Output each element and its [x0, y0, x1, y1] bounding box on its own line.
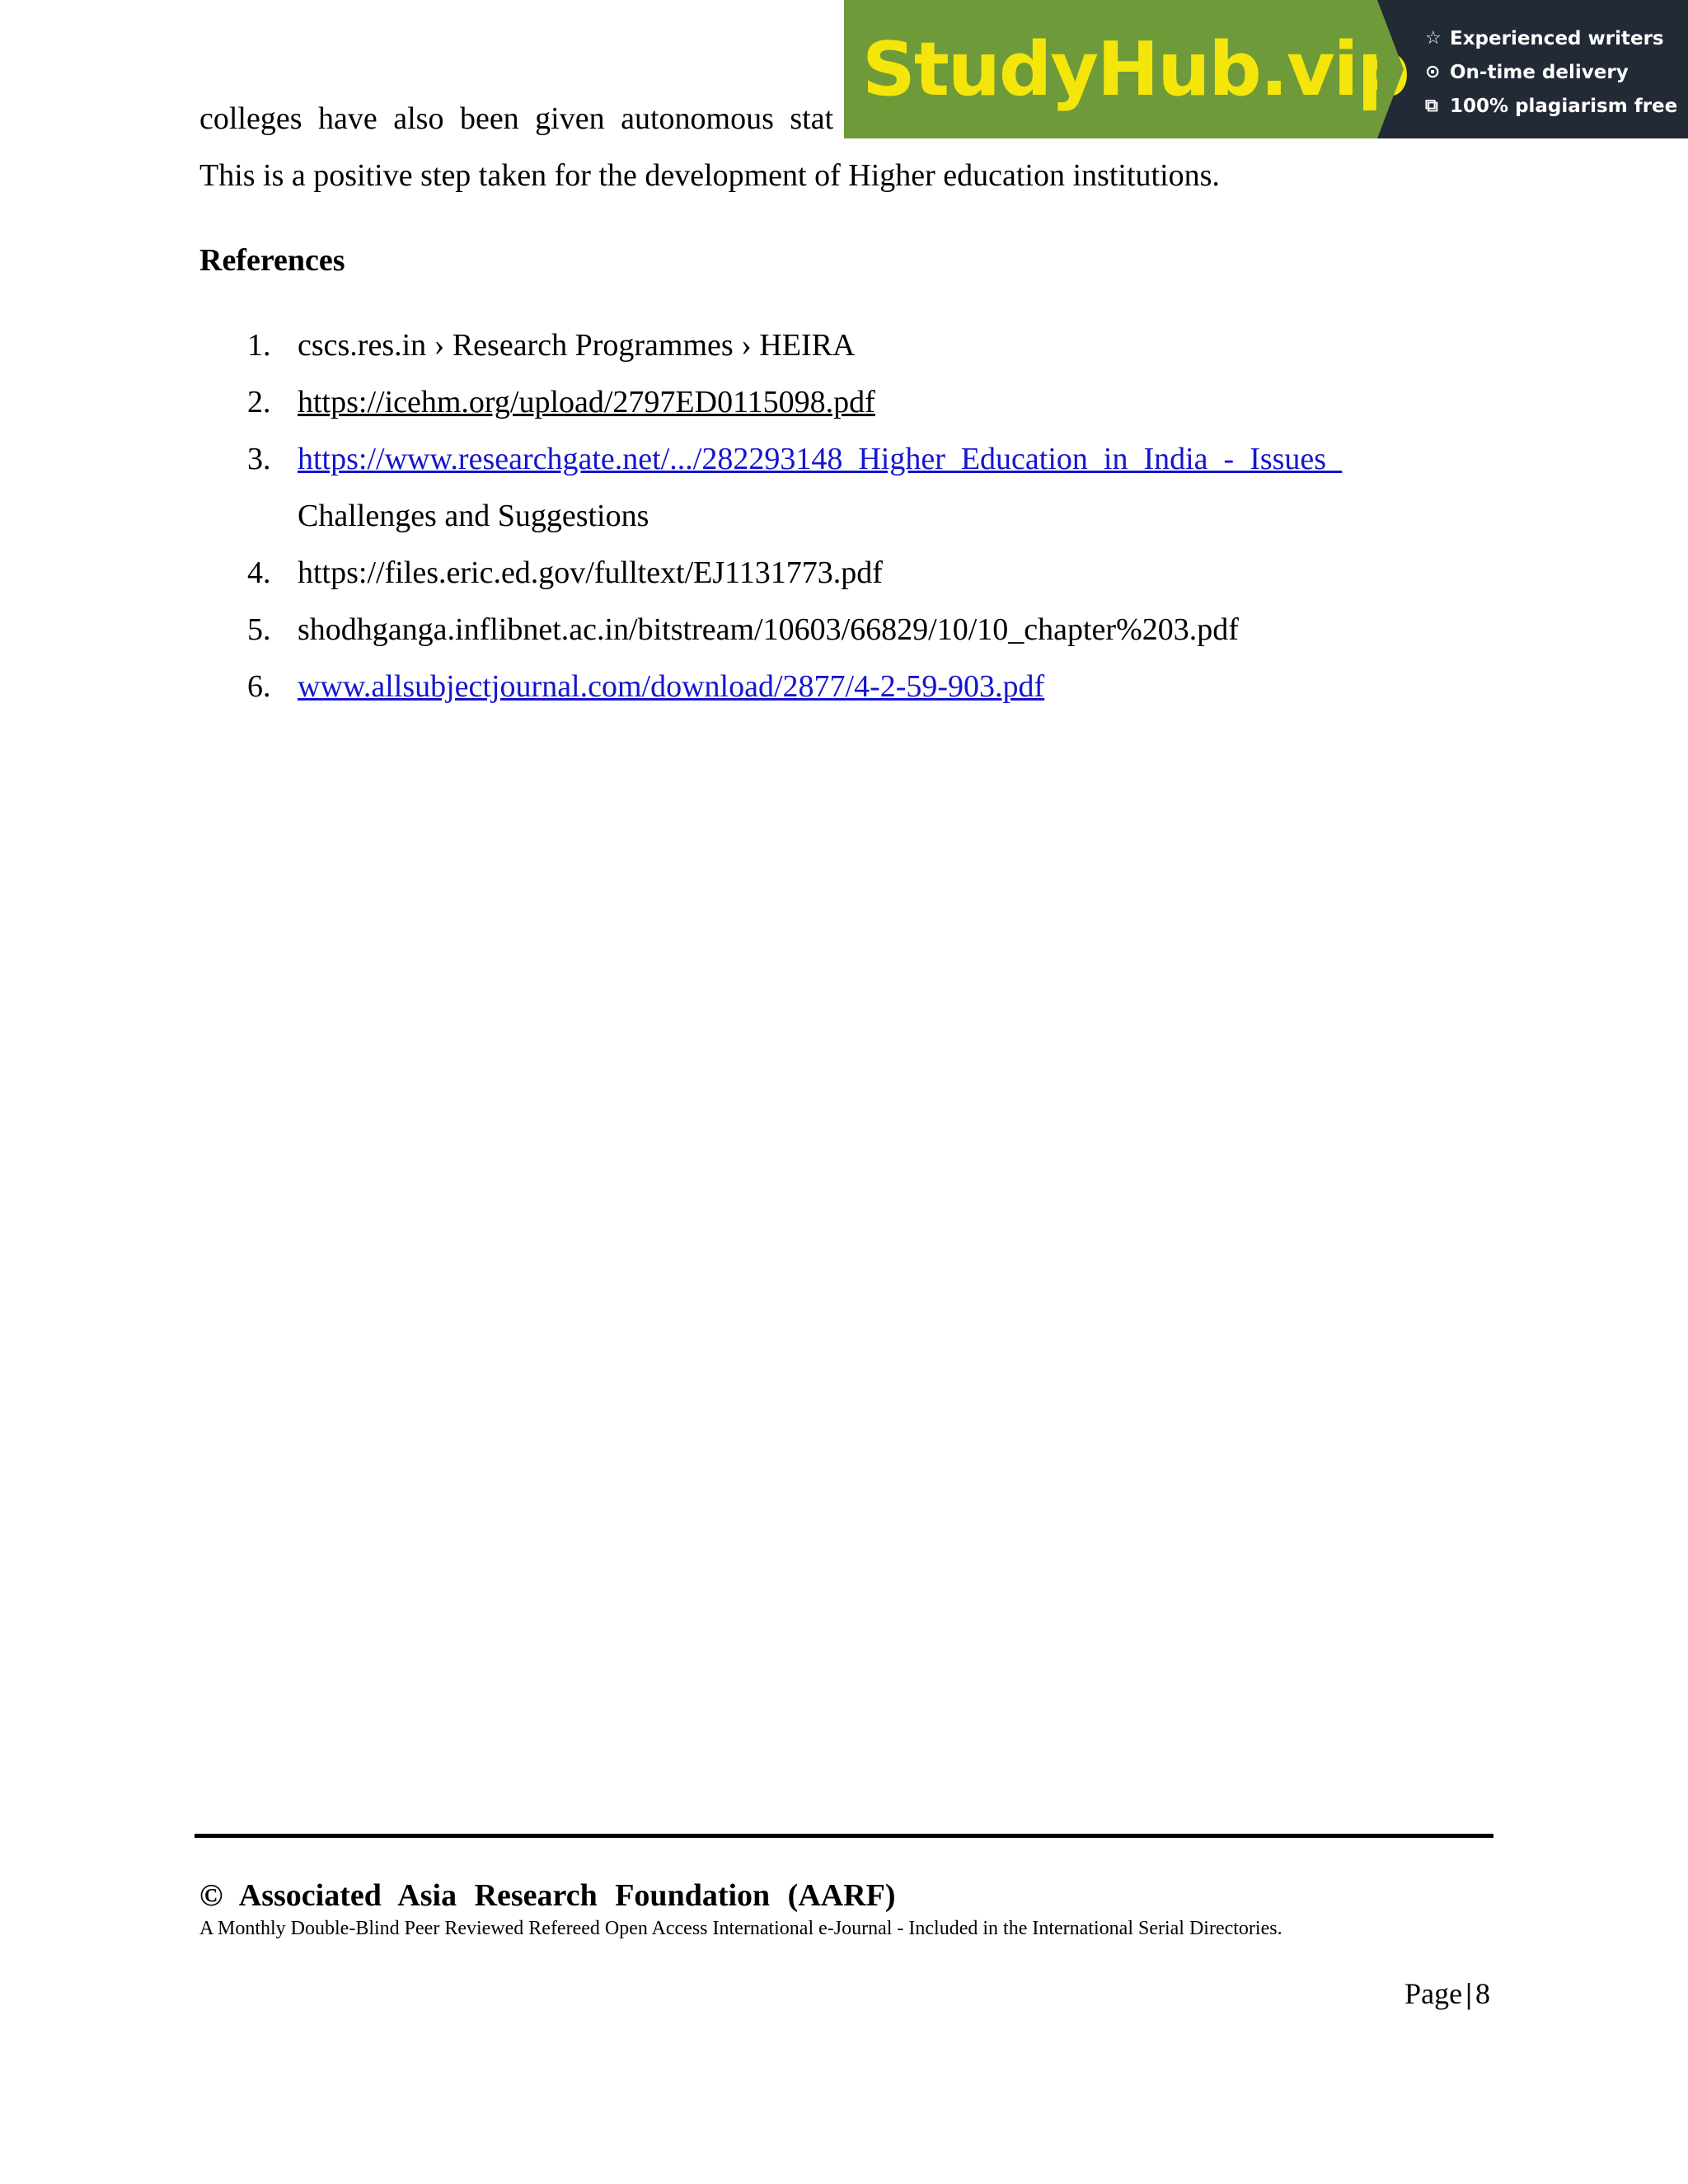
- feature-plagiarism-free: [1425, 89, 1688, 123]
- studyhub-logo[interactable]: [844, 0, 1409, 138]
- reference-text: https://files.eric.ed.gov/fulltext/EJ1131773.pdf: [298, 555, 883, 590]
- feature-label: 100% plagiarism free: [1450, 95, 1678, 117]
- reference-text: cscs.res.in › Research Programmes › HEIRA: [298, 328, 856, 363]
- page-separator: |: [1465, 1977, 1472, 2010]
- reference-number: 4.: [247, 555, 271, 590]
- paragraph-line: colleges have also been given autonomous stat: [199, 101, 834, 136]
- paragraph-line: This is a positive step taken for the development of Higher education institutions.: [199, 158, 1220, 193]
- reference-item: [0, 552, 1688, 609]
- logo-text: StudyHub.vip: [862, 26, 1409, 113]
- page-number-indicator: [1404, 1975, 1490, 2013]
- studyhub-banner[interactable]: [844, 0, 1688, 138]
- copy-icon: ⧉: [1425, 96, 1438, 116]
- clock-icon: ⊙: [1425, 62, 1441, 82]
- page-number: 8: [1475, 1977, 1490, 2010]
- references-heading: References: [199, 243, 345, 278]
- reference-text: shodhganga.inflibnet.ac.in/bitstream/10603/66829/10/10_chapter%203.pdf: [298, 612, 1239, 647]
- banner-feature-list: [1377, 0, 1688, 138]
- reference-text-continuation: Challenges and Suggestions: [298, 499, 649, 533]
- feature-label: Experienced writers: [1450, 27, 1664, 49]
- reference-number: 5.: [247, 612, 271, 647]
- reference-link[interactable]: https://icehm.org/upload/2797ED0115098.pdf: [298, 385, 875, 419]
- feature-label: On-time delivery: [1450, 61, 1629, 83]
- reference-link[interactable]: www.allsubjectjournal.com/download/2877/4-2-59-903.pdf: [298, 669, 1045, 704]
- reference-link[interactable]: https://www.researchgate.net/.../282293148_Higher_Education_in_India_-_Issues_: [298, 442, 1343, 476]
- star-outline-icon: ☆: [1425, 28, 1442, 49]
- reference-item: [0, 666, 1688, 723]
- reference-number: 1.: [247, 328, 271, 363]
- reference-item: [0, 609, 1688, 666]
- banner-arrow-shape: [1377, 0, 1404, 138]
- footer-title: © Associated Asia Research Foundation (AARF): [199, 1878, 896, 1913]
- page-label: Page: [1404, 1977, 1463, 2010]
- reference-item: [0, 382, 1688, 438]
- references-list: [0, 325, 1688, 723]
- footer-subtitle: A Monthly Double-Blind Peer Reviewed Refereed Open Access International e-Journal - Included in the International Serial Directories.: [199, 1918, 1282, 1939]
- reference-item: [0, 438, 1688, 552]
- feature-experienced-writers: [1425, 21, 1688, 55]
- reference-number: 6.: [247, 669, 271, 704]
- feature-on-time-delivery: [1425, 55, 1688, 89]
- reference-item: [0, 325, 1688, 382]
- reference-number: 2.: [247, 385, 271, 419]
- footer-divider: [195, 1834, 1493, 1838]
- reference-number: 3.: [247, 442, 271, 476]
